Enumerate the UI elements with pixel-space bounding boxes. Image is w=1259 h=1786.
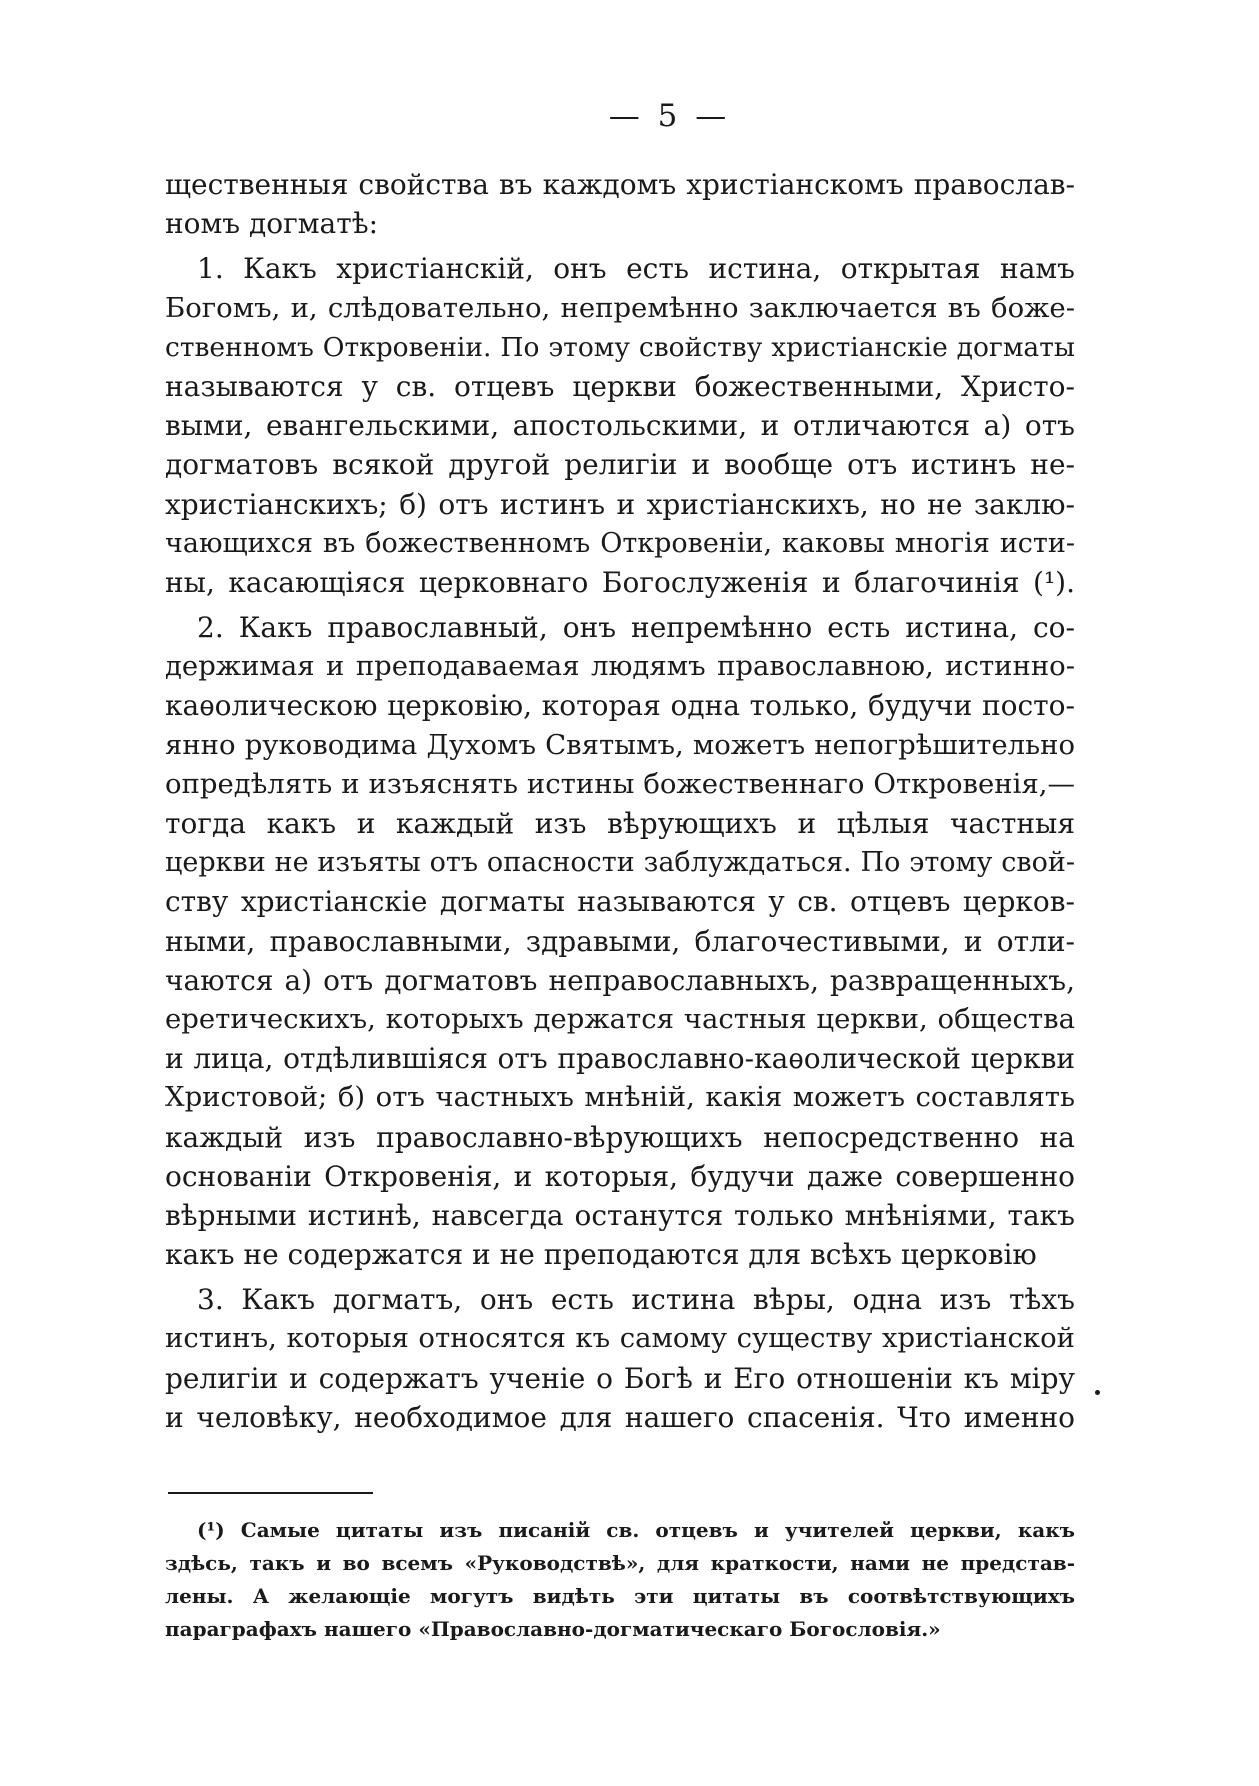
text-line: каѳолическою церковію, которая одна только, будучи посто- — [165, 689, 1075, 723]
footnote-line: параграфахъ нашего «Православно-догматическаго Богословія.» — [165, 1617, 941, 1641]
text-line: чающихся въ божественномъ Откровеніи, каковы многія исти- — [165, 527, 1075, 559]
paragraph-start-line: 3. Какъ догматъ, онъ есть истина вѣры, одна изъ тѣхъ — [197, 1283, 1075, 1317]
text-line: выми, евангельскими, апостольскими, и отличаются а) отъ — [165, 409, 1075, 443]
footnote-divider — [168, 1492, 373, 1494]
text-line: основаніи Откровенія, и которыя, будучи даже совершенно — [165, 1159, 1075, 1193]
text-line: ными, православными, здравыми, благочестивыми, и отли- — [165, 924, 1075, 958]
body-text — [165, 165, 1075, 1437]
text-line: Богомъ, и, слѣдовательно, непремѣнно заключается въ боже- — [165, 291, 1075, 324]
text-line: церкви не изъяты отъ опасности заблуждаться. По этому свой- — [165, 847, 1075, 879]
text-line: номъ догматѣ: — [165, 207, 379, 241]
text-line: религіи и содержатъ ученіе о Богѣ и Его отношеніи къ міру — [165, 1361, 1075, 1395]
text-line: Христовой; б) отъ частныхъ мнѣній, какія можетъ составлять — [165, 1081, 1075, 1114]
text-line: каждый изъ православно-вѣрующихъ непосредственно на — [165, 1120, 1075, 1154]
text-line: и лица, отдѣлившіяся отъ православно-каѳолической церкви — [165, 1042, 1075, 1076]
text-line: истинъ, которыя относятся къ самому существу христіанской — [165, 1322, 1075, 1355]
paragraph-start-line: 1. Какъ христіанскій, онъ есть истина, открытая намъ — [197, 252, 1075, 286]
text-line: христіанскихъ; б) отъ истинъ и христіанскихъ, но не заклю- — [165, 487, 1075, 521]
text-line: вѣрными истинѣ, навсегда останутся только мнѣніями, такъ — [165, 1198, 1075, 1232]
footnote — [165, 1514, 1075, 1646]
print-speck — [1095, 1390, 1100, 1395]
page-number: — 5 — — [608, 98, 731, 134]
text-line: ственномъ Откровеніи. По этому свойству христіанскіе догматы — [165, 331, 1075, 363]
text-line: какъ не содержатся и не преподаются для всѣхъ церковію — [165, 1238, 1037, 1272]
footnote-line: (¹) Самые цитаты изъ писаній св. отцевъ и учителей церкви, какъ — [197, 1518, 1075, 1542]
text-line: ству христіанскіе догматы называются у св. отцевъ церков- — [165, 885, 1075, 919]
text-line: ны, касающіяся церковнаго Богослуженія и благочинія (¹). — [165, 565, 1075, 599]
text-line: и человѣку, необходимое для нашего спасенія. Что именно — [165, 1400, 1075, 1434]
text-line: янно руководима Духомъ Святымъ, можетъ непогрѣшительно — [165, 728, 1075, 761]
footnote-line: лены. А желающіе могутъ видѣть эти цитаты въ соотвѣтствующихъ — [165, 1584, 1075, 1608]
text-line: чаются а) отъ догматовъ неправославныхъ, развращенныхъ, — [165, 963, 1075, 997]
text-line: держимая и преподаваемая людямъ православною, истинно- — [165, 650, 1075, 683]
text-line: щественныя свойства въ каждомъ христіанскомъ православ- — [165, 168, 1075, 201]
footnote-line: здѣсь, такъ и во всемъ «Руководствѣ», для краткости, нами не представ- — [165, 1551, 1075, 1575]
text-line: еретическихъ, которыхъ держатся частныя церкви, общества — [165, 1002, 1075, 1035]
paragraph-start-line: 2. Какъ православный, онъ непремѣнно есть истина, со- — [197, 611, 1075, 645]
text-line: опредѣлять и изъяснять истины божественнаго Откровенія,— — [165, 767, 1075, 800]
text-line: догматовъ всякой другой религіи и вообще отъ истинъ не- — [165, 448, 1075, 482]
text-line: тогда какъ и каждый изъ вѣрующихъ и цѣлыя частныя — [165, 807, 1075, 840]
text-line: называются у св. отцевъ церкви божественными, Христо- — [165, 369, 1075, 403]
